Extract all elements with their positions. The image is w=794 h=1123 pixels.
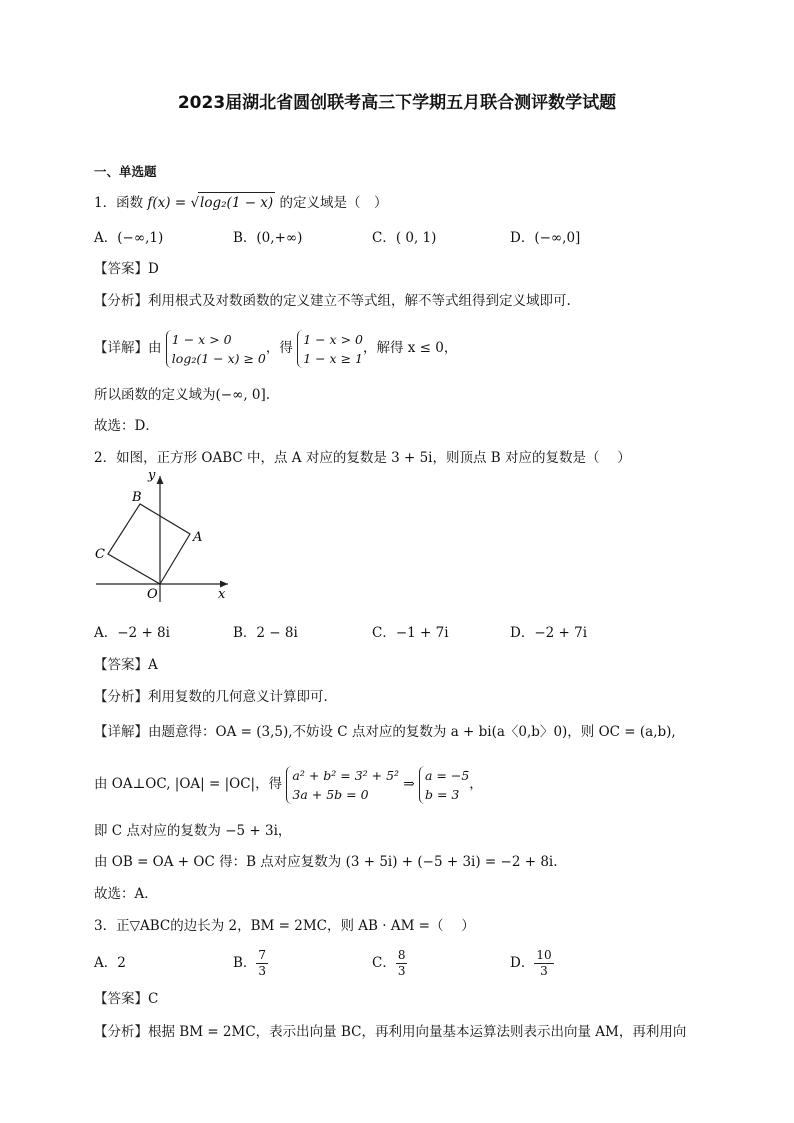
q1-stem: 1．函数 f(x) = √log₂(1 − x) 的定义域是（ ） bbox=[94, 192, 387, 213]
q3-option-c-num: 8 bbox=[397, 948, 406, 962]
q1-choose: 故选：D． bbox=[94, 418, 159, 434]
q1-answer bbox=[94, 259, 159, 279]
q1-sys2-line-b: 1 − x ≥ 1 bbox=[303, 350, 363, 366]
q3-option-b-den: 3 bbox=[258, 964, 267, 978]
q2-analysis-text: 利用复数的几何意义计算即可. bbox=[148, 689, 328, 705]
q1-analysis-tag: 【分析】 bbox=[94, 293, 148, 309]
q2-answer-tag: 【答案】 bbox=[94, 657, 148, 673]
q3-answer-tag: 【答案】 bbox=[94, 991, 148, 1007]
q1-answer-tag: 【答案】 bbox=[94, 261, 148, 277]
label-x: x bbox=[218, 587, 226, 602]
q2-sys2-line-b: b = 3 bbox=[424, 786, 460, 802]
q2-system-1 bbox=[286, 766, 399, 804]
q2-answer-value: A bbox=[148, 657, 158, 673]
q1-option-a: A．(−∞,1) bbox=[94, 230, 164, 246]
q2-option-c: C．−1 + 7i bbox=[372, 625, 449, 641]
q3-answer bbox=[94, 989, 158, 1009]
q2-option-a: A．−2 + 8i bbox=[94, 625, 170, 641]
q2-detail-tag: 【详解】 bbox=[94, 724, 148, 740]
q1-stem-before: 1．函数 bbox=[94, 195, 144, 211]
q2-figure bbox=[92, 470, 242, 605]
q1-detail bbox=[94, 326, 457, 370]
q1-answer-value: D bbox=[148, 261, 159, 277]
q2-implies: ⇒ bbox=[403, 776, 415, 792]
section-heading: 一、单选题 bbox=[94, 164, 157, 179]
q2-option-d: D．−2 + 7i bbox=[510, 625, 588, 641]
q3-option-d bbox=[510, 944, 554, 982]
q2-analysis-tag: 【分析】 bbox=[94, 689, 148, 705]
q1-sys1-line-a: 1 − x > 0 bbox=[171, 331, 232, 347]
q1-analysis bbox=[94, 291, 571, 311]
q2-answer bbox=[94, 655, 158, 675]
q1-analysis-text: 利用根式及对数函数的定义建立不等式组，解不等式组得到定义域即可. bbox=[148, 293, 571, 309]
q1-system-1 bbox=[166, 330, 266, 368]
q3-option-b bbox=[233, 944, 268, 982]
q3-option-a: A．2 bbox=[94, 955, 126, 971]
q2-choose: 故选：A． bbox=[94, 886, 158, 902]
q1-sqrt: log₂(1 − x) bbox=[198, 192, 275, 213]
q2-stem: 2．如图，正方形 OABC 中，点 A 对应的复数是 3 + 5i，则顶点 B 对应的复数是（ ） bbox=[94, 450, 631, 466]
q2-system-2 bbox=[419, 766, 469, 804]
q1-detail-2: ，得 bbox=[265, 340, 293, 356]
q2-analysis bbox=[94, 687, 328, 707]
q1-stem-after: 的定义域是（ ） bbox=[279, 195, 388, 211]
label-o: O bbox=[147, 587, 158, 602]
q1-func: f(x) = bbox=[147, 195, 191, 211]
q3-stem: 3．正▽ABC的边长为 2，BM = 2MC，则 AB · AM =（ ） bbox=[94, 918, 475, 934]
page-title: 2023届湖北省圆创联考高三下学期五月联合测评数学试题 bbox=[177, 93, 617, 113]
q1-system-2 bbox=[297, 330, 363, 368]
q1-sys1-line-b: log₂(1 − x) ≥ 0 bbox=[171, 350, 266, 366]
q1-option-d: D．(−∞,0] bbox=[510, 230, 581, 246]
q1-option-c: C．( 0, 1) bbox=[372, 230, 437, 246]
q3-option-c bbox=[372, 944, 407, 982]
q2-detail-line-3: 即 C 点对应的复数为 −5 + 3i， bbox=[94, 823, 292, 839]
q3-option-c-label: C． bbox=[372, 955, 396, 971]
label-y: y bbox=[148, 470, 156, 483]
q2-detail-line-4: 由 OB = OA + OC 得：B 点对应复数为 (3 + 5i) + (−5 + 3i) = −2 + 8i. bbox=[94, 854, 558, 870]
label-c: C bbox=[95, 547, 105, 562]
q2-detail-line-2 bbox=[94, 762, 483, 806]
q3-option-c-fraction bbox=[396, 948, 408, 979]
q2-detail-2a: 由 OA⊥OC, |OA| = |OC|，得 bbox=[94, 776, 283, 792]
q1-detail-tag: 【详解】 bbox=[94, 340, 148, 356]
q1-sys2-line-a: 1 − x > 0 bbox=[303, 331, 363, 347]
q3-option-d-label: D． bbox=[510, 955, 535, 971]
q3-option-d-fraction bbox=[534, 948, 553, 979]
q3-option-b-fraction bbox=[256, 948, 268, 979]
q3-option-d-num: 10 bbox=[536, 948, 552, 962]
q1-conclusion: 所以函数的定义域为(−∞, 0]. bbox=[94, 387, 271, 403]
q1-detail-1: 由 bbox=[148, 340, 162, 356]
q2-sys1-line-a: a² + b² = 3² + 5² bbox=[292, 767, 400, 783]
y-axis-arrow-icon bbox=[157, 476, 164, 484]
q3-option-c-den: 3 bbox=[397, 964, 406, 978]
q3-analysis-text: 根据 BM = 2MC，表示出向量 BC，再利用向量基本运算法则表示出向量 AM，再利用向 bbox=[148, 1024, 687, 1040]
label-b: B bbox=[132, 490, 142, 505]
q2-sys1-line-b: 3a + 5b = 0 bbox=[292, 786, 369, 802]
q3-option-d-den: 3 bbox=[540, 964, 548, 978]
q2-detail-2b: ， bbox=[469, 776, 483, 792]
q3-option-b-label: B． bbox=[233, 955, 257, 971]
q2-detail-1: 由题意得：OA = (3,5),不妨设 C 点对应的复数为 a + bi(a〈0,b〉0)，则 OC = (a,b), bbox=[148, 724, 676, 740]
q2-option-b: B．2 − 8i bbox=[233, 625, 298, 641]
q3-option-b-num: 7 bbox=[258, 948, 267, 962]
q1-detail-3: ，解得 x ≤ 0， bbox=[362, 340, 458, 356]
q2-detail-line-1 bbox=[94, 722, 676, 742]
q2-sys2-line-a: a = −5 bbox=[424, 767, 470, 783]
q3-analysis-tag: 【分析】 bbox=[94, 1024, 148, 1040]
label-a: A bbox=[193, 530, 203, 545]
q3-answer-value: C bbox=[148, 991, 159, 1007]
q3-analysis bbox=[94, 1022, 686, 1042]
square-oabc bbox=[108, 504, 190, 584]
q1-option-b: B．(0,+∞) bbox=[233, 230, 303, 246]
